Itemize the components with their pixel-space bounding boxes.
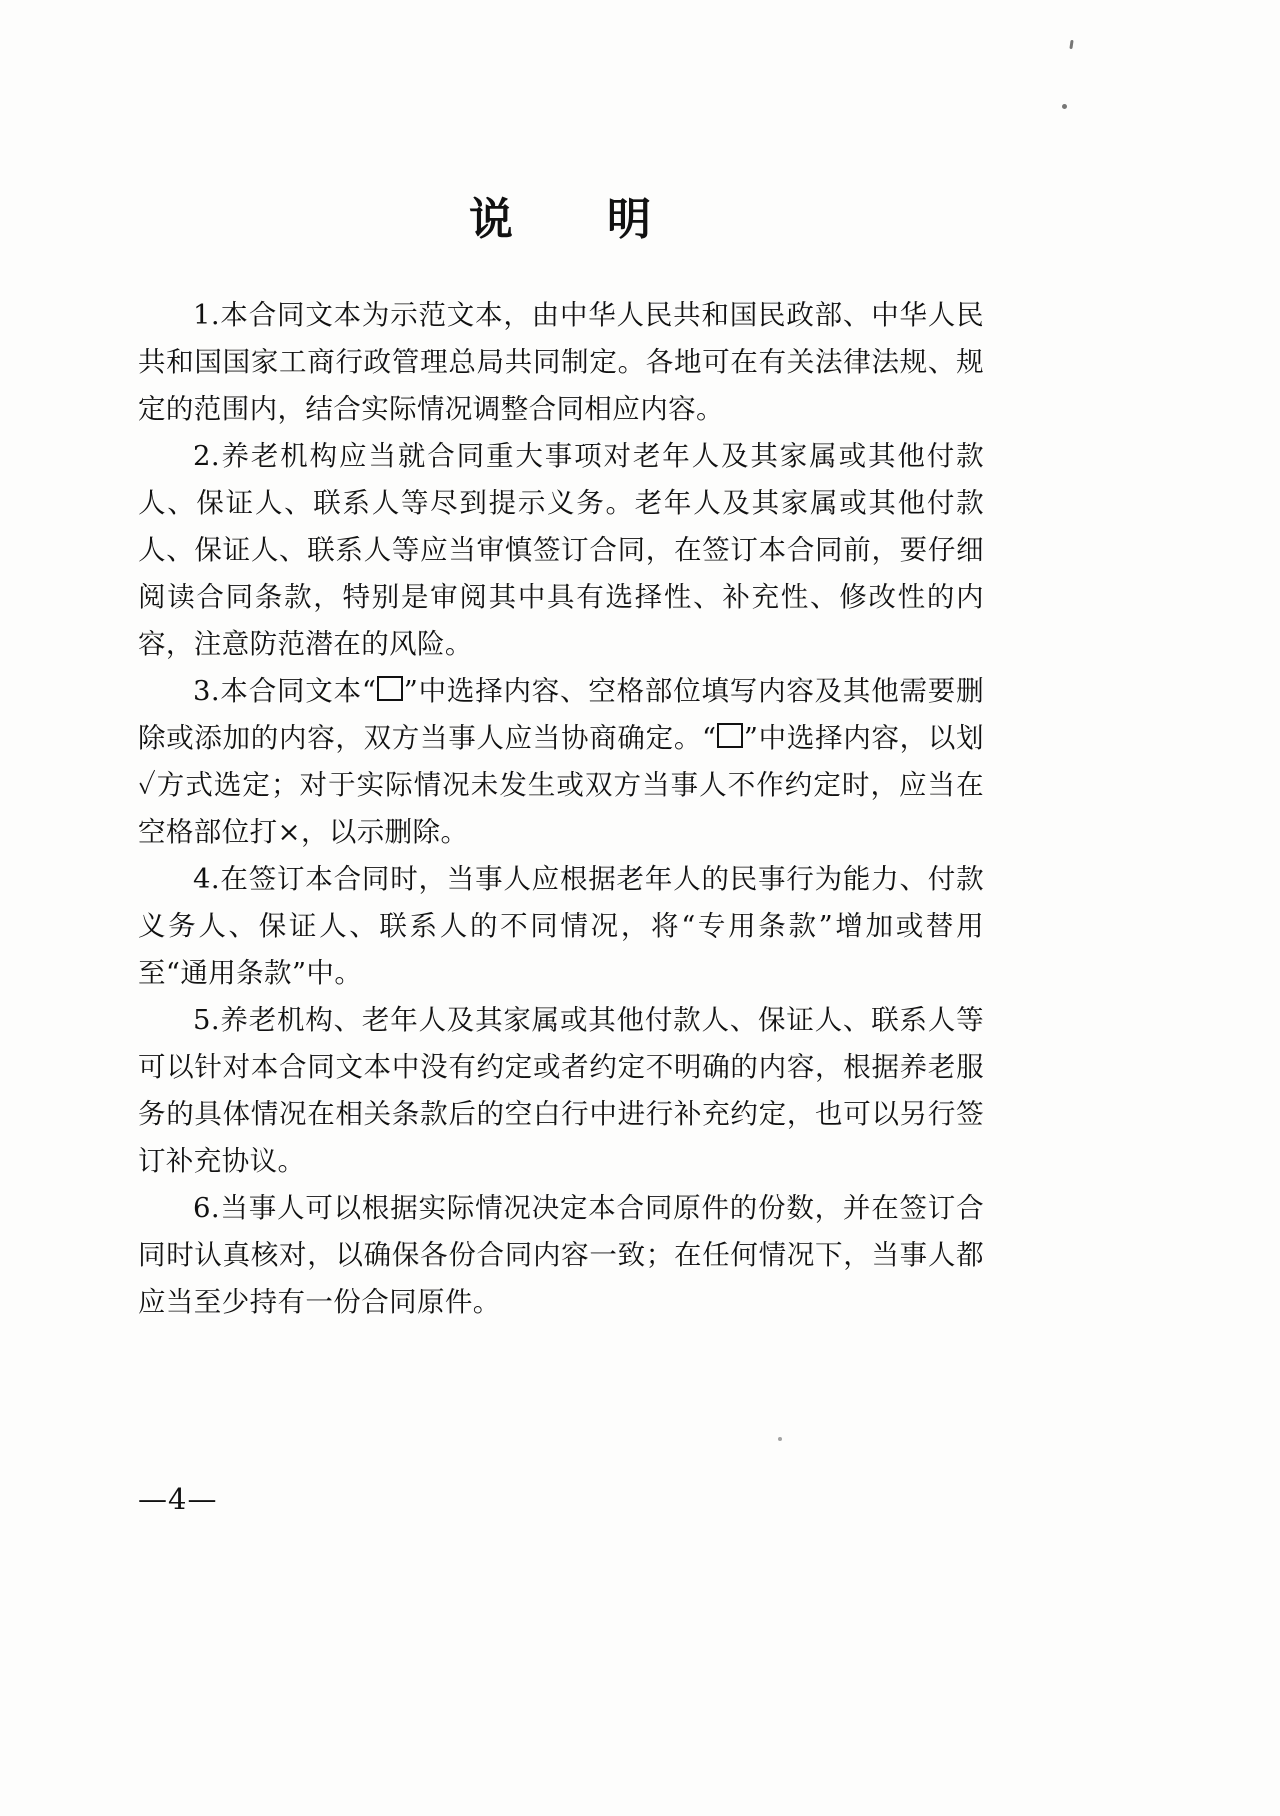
document-content bbox=[138, 0, 984, 1326]
checkbox-glyph-icon bbox=[717, 723, 742, 748]
scan-speck-icon bbox=[778, 1437, 782, 1441]
paragraph-4: 4.在签订本合同时，当事人应根据老年人的民事行为能力、付款义务人、保证人、联系人的不同情况，将“专用条款”增加或替用至“通用条款”中。 bbox=[138, 863, 984, 990]
paragraph-3-segment-after-second-box: ”中选择内容，以划✓方式选定；对于实际情况未发生或双方当事人不作约定时，应当在空格部位打×，以示删除。 bbox=[138, 722, 984, 849]
paragraph-2: 2.养老机构应当就合同重大事项对老年人及其家属或其他付款人、保证人、联系人等尽到提示义务。老年人及其家属或其他付款人、保证人、联系人等应当审慎签订合同，在签订本合同前，要仔细阅读合同条款，特别是审阅其中具有选择性、补充性、修改性的内容，注意防范潜在的风险。 bbox=[138, 440, 984, 661]
body-text bbox=[138, 292, 984, 1326]
paragraph-3-segment-before-first-box: 3.本合同文本“ bbox=[193, 675, 377, 708]
checkbox-glyph-icon bbox=[377, 676, 402, 701]
scan-speck-icon bbox=[1062, 104, 1067, 109]
page-number: —4— bbox=[138, 1482, 218, 1516]
paragraph-5: 5.养老机构、老年人及其家属或其他付款人、保证人、联系人等可以针对本合同文本中没有约定或者约定不明确的内容，根据养老服务的具体情况在相关条款后的空白行中进行补充约定，也可以另行签订补充协议。 bbox=[138, 1004, 984, 1178]
paragraph-3 bbox=[138, 668, 984, 856]
paragraph-1: 1.本合同文本为示范文本，由中华人民共和国民政部、中华人民共和国国家工商行政管理总局共同制定。各地可在有关法律法规、规定的范围内，结合实际情况调整合同相应内容。 bbox=[138, 299, 984, 426]
scan-speck-icon bbox=[1069, 40, 1073, 49]
paragraph-3-segment-between-boxes: ”中选择内容、空格部位填写内容及其他需要删除或添加的内容，双方当事人应当协商确定。“ bbox=[138, 675, 984, 755]
page-title: 说 明 bbox=[469, 194, 653, 245]
paragraph-6: 6.当事人可以根据实际情况决定本合同原件的份数，并在签订合同时认真核对，以确保各份合同内容一致；在任何情况下，当事人都应当至少持有一份合同原件。 bbox=[138, 1192, 984, 1319]
